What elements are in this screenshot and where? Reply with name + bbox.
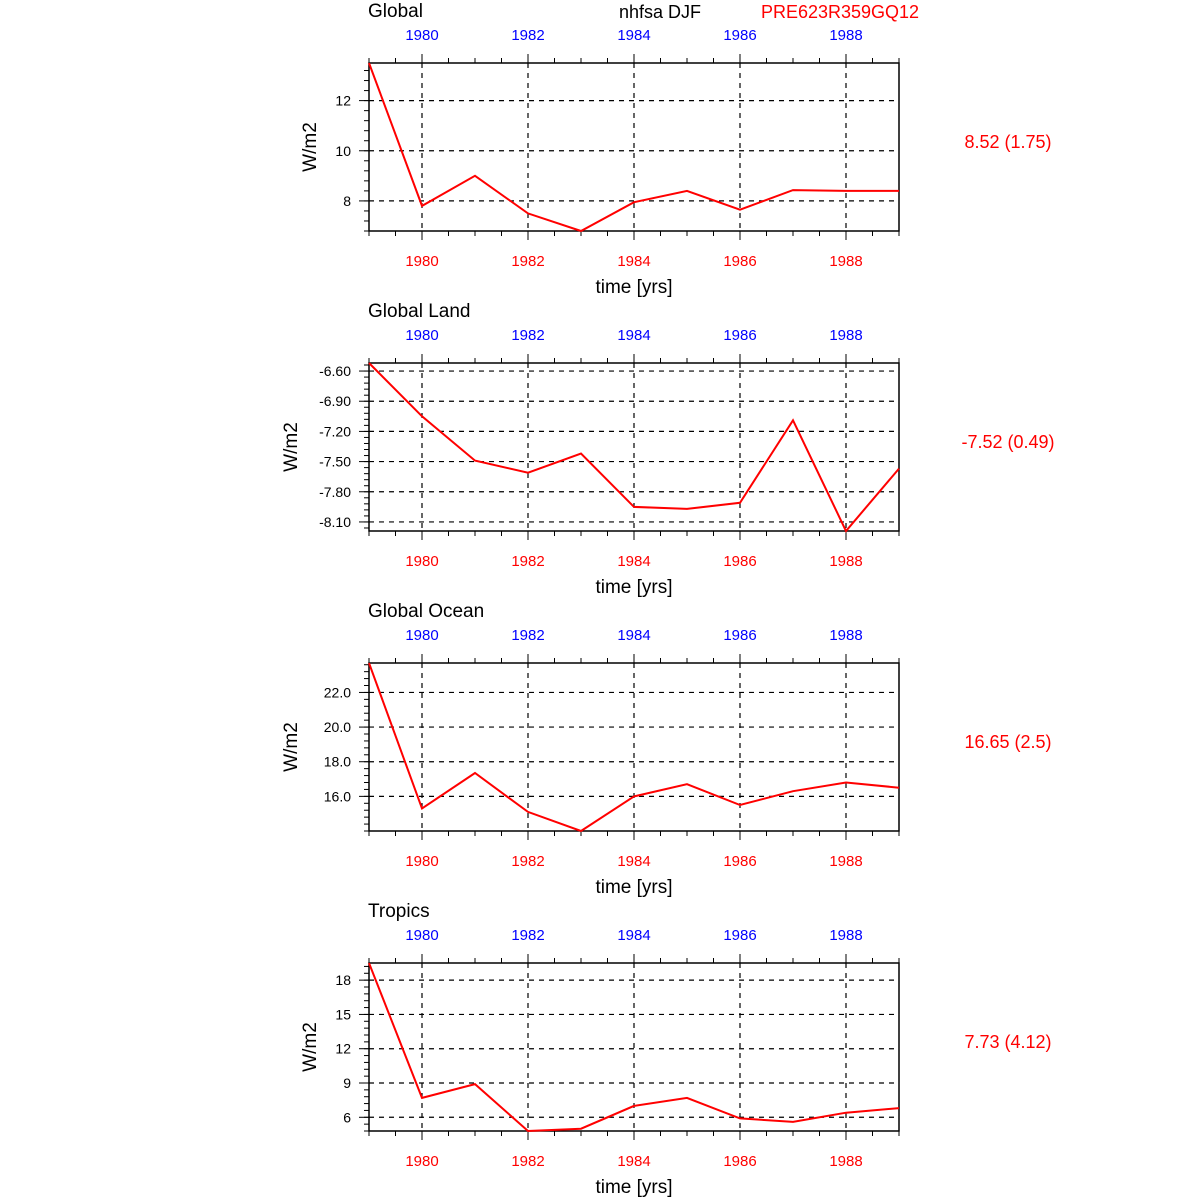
stats-label: 16.65 (2.5) bbox=[964, 732, 1052, 752]
x-tick-label: 1984 bbox=[617, 253, 651, 270]
x-tick-label-top: 1982 bbox=[511, 927, 545, 944]
y-tick-label: -7.80 bbox=[319, 483, 351, 500]
x-tick-label-top: 1984 bbox=[617, 27, 651, 44]
x-tick-label-top: 1984 bbox=[617, 327, 651, 344]
x-tick-label-top: 1988 bbox=[829, 927, 863, 944]
chart-panel bbox=[300, 901, 1052, 1198]
y-tick-label: 10 bbox=[335, 142, 351, 159]
y-tick-label: 12 bbox=[335, 1040, 351, 1057]
y-tick-label: -6.60 bbox=[319, 363, 351, 380]
x-tick-label: 1980 bbox=[405, 253, 439, 270]
x-tick-label: 1984 bbox=[617, 853, 651, 870]
x-tick-label: 1986 bbox=[723, 253, 757, 270]
y-tick-label: 16.0 bbox=[323, 788, 351, 805]
x-axis-label: time [yrs] bbox=[595, 277, 673, 298]
y-tick-label: 20.0 bbox=[323, 719, 351, 736]
panel-title: Global Land bbox=[368, 301, 471, 322]
chart-panel bbox=[300, 1, 1052, 298]
case-label: PRE623R359GQ12 bbox=[760, 2, 920, 22]
y-tick-label: -7.50 bbox=[319, 453, 351, 470]
stats-label: -7.52 (0.49) bbox=[961, 432, 1055, 452]
x-tick-label: 1988 bbox=[829, 253, 863, 270]
x-tick-label-top: 1986 bbox=[723, 27, 757, 44]
x-tick-label: 1988 bbox=[829, 1153, 863, 1170]
y-tick-label: 12 bbox=[335, 92, 351, 109]
x-tick-label-top: 1982 bbox=[511, 627, 545, 644]
y-tick-label: -7.20 bbox=[319, 423, 351, 440]
y-tick-label: -8.10 bbox=[319, 513, 351, 530]
x-tick-label-top: 1980 bbox=[405, 327, 439, 344]
y-tick-label: 15 bbox=[335, 1006, 351, 1023]
x-tick-label: 1986 bbox=[723, 1153, 757, 1170]
y-tick-label: 6 bbox=[343, 1109, 351, 1126]
y-tick-label: 18 bbox=[335, 972, 351, 989]
x-axis-label: time [yrs] bbox=[595, 577, 673, 598]
chart-panel bbox=[281, 601, 1052, 898]
x-tick-label: 1986 bbox=[723, 853, 757, 870]
y-tick-label: 9 bbox=[343, 1075, 351, 1091]
variable-label: nhfsa DJF bbox=[618, 2, 702, 22]
x-tick-label-top: 1980 bbox=[405, 927, 439, 944]
y-tick-label: 18.0 bbox=[323, 753, 351, 770]
stats-label: 7.73 (4.12) bbox=[964, 1032, 1052, 1052]
y-tick-label: 22.0 bbox=[323, 684, 351, 701]
x-tick-label-top: 1984 bbox=[617, 927, 651, 944]
y-axis-label: W/m2 bbox=[300, 1022, 321, 1072]
x-tick-label: 1980 bbox=[405, 1153, 439, 1170]
x-tick-label: 1982 bbox=[511, 1153, 545, 1170]
y-axis-label: W/m2 bbox=[281, 422, 302, 472]
y-axis-label: W/m2 bbox=[281, 722, 302, 772]
x-axis-label: time [yrs] bbox=[595, 1177, 673, 1198]
chart-panel bbox=[281, 301, 1055, 598]
x-tick-label-top: 1988 bbox=[829, 27, 863, 44]
x-tick-label: 1988 bbox=[829, 853, 863, 870]
x-tick-label: 1986 bbox=[723, 553, 757, 570]
x-tick-label-top: 1980 bbox=[405, 27, 439, 44]
x-tick-label: 1980 bbox=[405, 553, 439, 570]
x-tick-label-top: 1986 bbox=[723, 927, 757, 944]
x-tick-label: 1980 bbox=[405, 853, 439, 870]
y-axis-label: W/m2 bbox=[300, 122, 321, 172]
x-tick-label: 1984 bbox=[617, 1153, 651, 1170]
panel-title: Global Ocean bbox=[368, 601, 485, 622]
y-tick-label: -6.90 bbox=[319, 393, 351, 410]
x-tick-label-top: 1984 bbox=[617, 627, 651, 644]
x-tick-label: 1988 bbox=[829, 553, 863, 570]
x-tick-label: 1982 bbox=[511, 853, 545, 870]
x-tick-label-top: 1980 bbox=[405, 627, 439, 644]
y-tick-label: 8 bbox=[343, 192, 351, 209]
x-tick-label-top: 1982 bbox=[511, 327, 545, 344]
x-tick-label-top: 1986 bbox=[723, 327, 757, 344]
x-tick-label-top: 1988 bbox=[829, 627, 863, 644]
x-tick-label: 1984 bbox=[617, 553, 651, 570]
panels bbox=[281, 1, 1055, 1198]
x-axis-label: time [yrs] bbox=[595, 877, 673, 898]
x-tick-label-top: 1986 bbox=[723, 627, 757, 644]
panel-title: Tropics bbox=[368, 901, 430, 922]
x-tick-label: 1982 bbox=[511, 253, 545, 270]
stats-label: 8.52 (1.75) bbox=[964, 132, 1052, 152]
x-tick-label-top: 1982 bbox=[511, 27, 545, 44]
x-tick-label: 1982 bbox=[511, 553, 545, 570]
panel-title: Global bbox=[368, 1, 423, 22]
x-tick-label-top: 1988 bbox=[829, 327, 863, 344]
